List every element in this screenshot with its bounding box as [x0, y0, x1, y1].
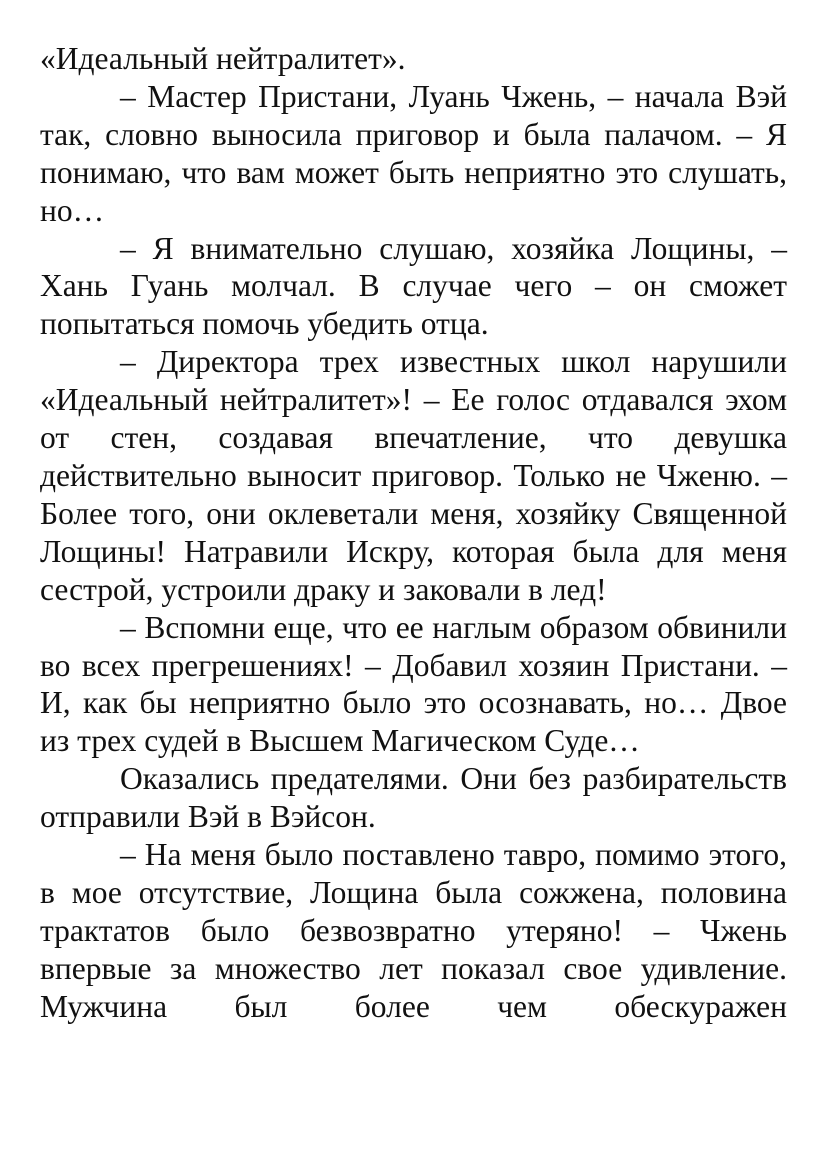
paragraph: – Вспомни еще, что ее наглым образом обвинили во всех прегрешениях! – Добавил хозяин Пристани. – И, как бы неприятно было это осознавать, но… Двое из трех судей в Высшем Магическом Суде… — [40, 609, 787, 759]
paragraph: – Директора трех известных школ нарушили «Идеальный нейтралитет»! – Ее голос отдавался эхом от стен, создавая впечатление, что девушка действительно выносит приговор. Только не Чженю. – Более того, они оклеветали меня, хозяйку Священной Лощины! Натравили Искру, которая была для меня сестрой, устроили драку и заковали в лед! — [40, 344, 787, 607]
paragraph: – Я внимательно слушаю, хозяйка Лощины, – Хань Гуань молчал. В случае чего – он сможет попытаться помочь убедить отца. — [40, 230, 787, 342]
paragraph: Оказались предателями. Они без разбирательств отправили Вэй в Вэйсон. — [40, 761, 787, 835]
paragraph-truncated: – На меня было поставлено тавро, помимо этого, в мое отсутствие, Лощина была сожжена, половина трактатов было безвозвратно утеряно! – Чжень впервые за множество лет показал свое удивление. Мужчина был более чем обескуражен — [40, 837, 787, 1024]
document-page — [40, 40, 787, 1026]
paragraph-continuation: «Идеальный нейтралитет». — [40, 41, 406, 76]
paragraph: – Мастер Пристани, Луань Чжень, – начала Вэй так, словно выносила приговор и была палачом. – Я понимаю, что вам может быть неприятно это слушать, но… — [40, 78, 787, 228]
